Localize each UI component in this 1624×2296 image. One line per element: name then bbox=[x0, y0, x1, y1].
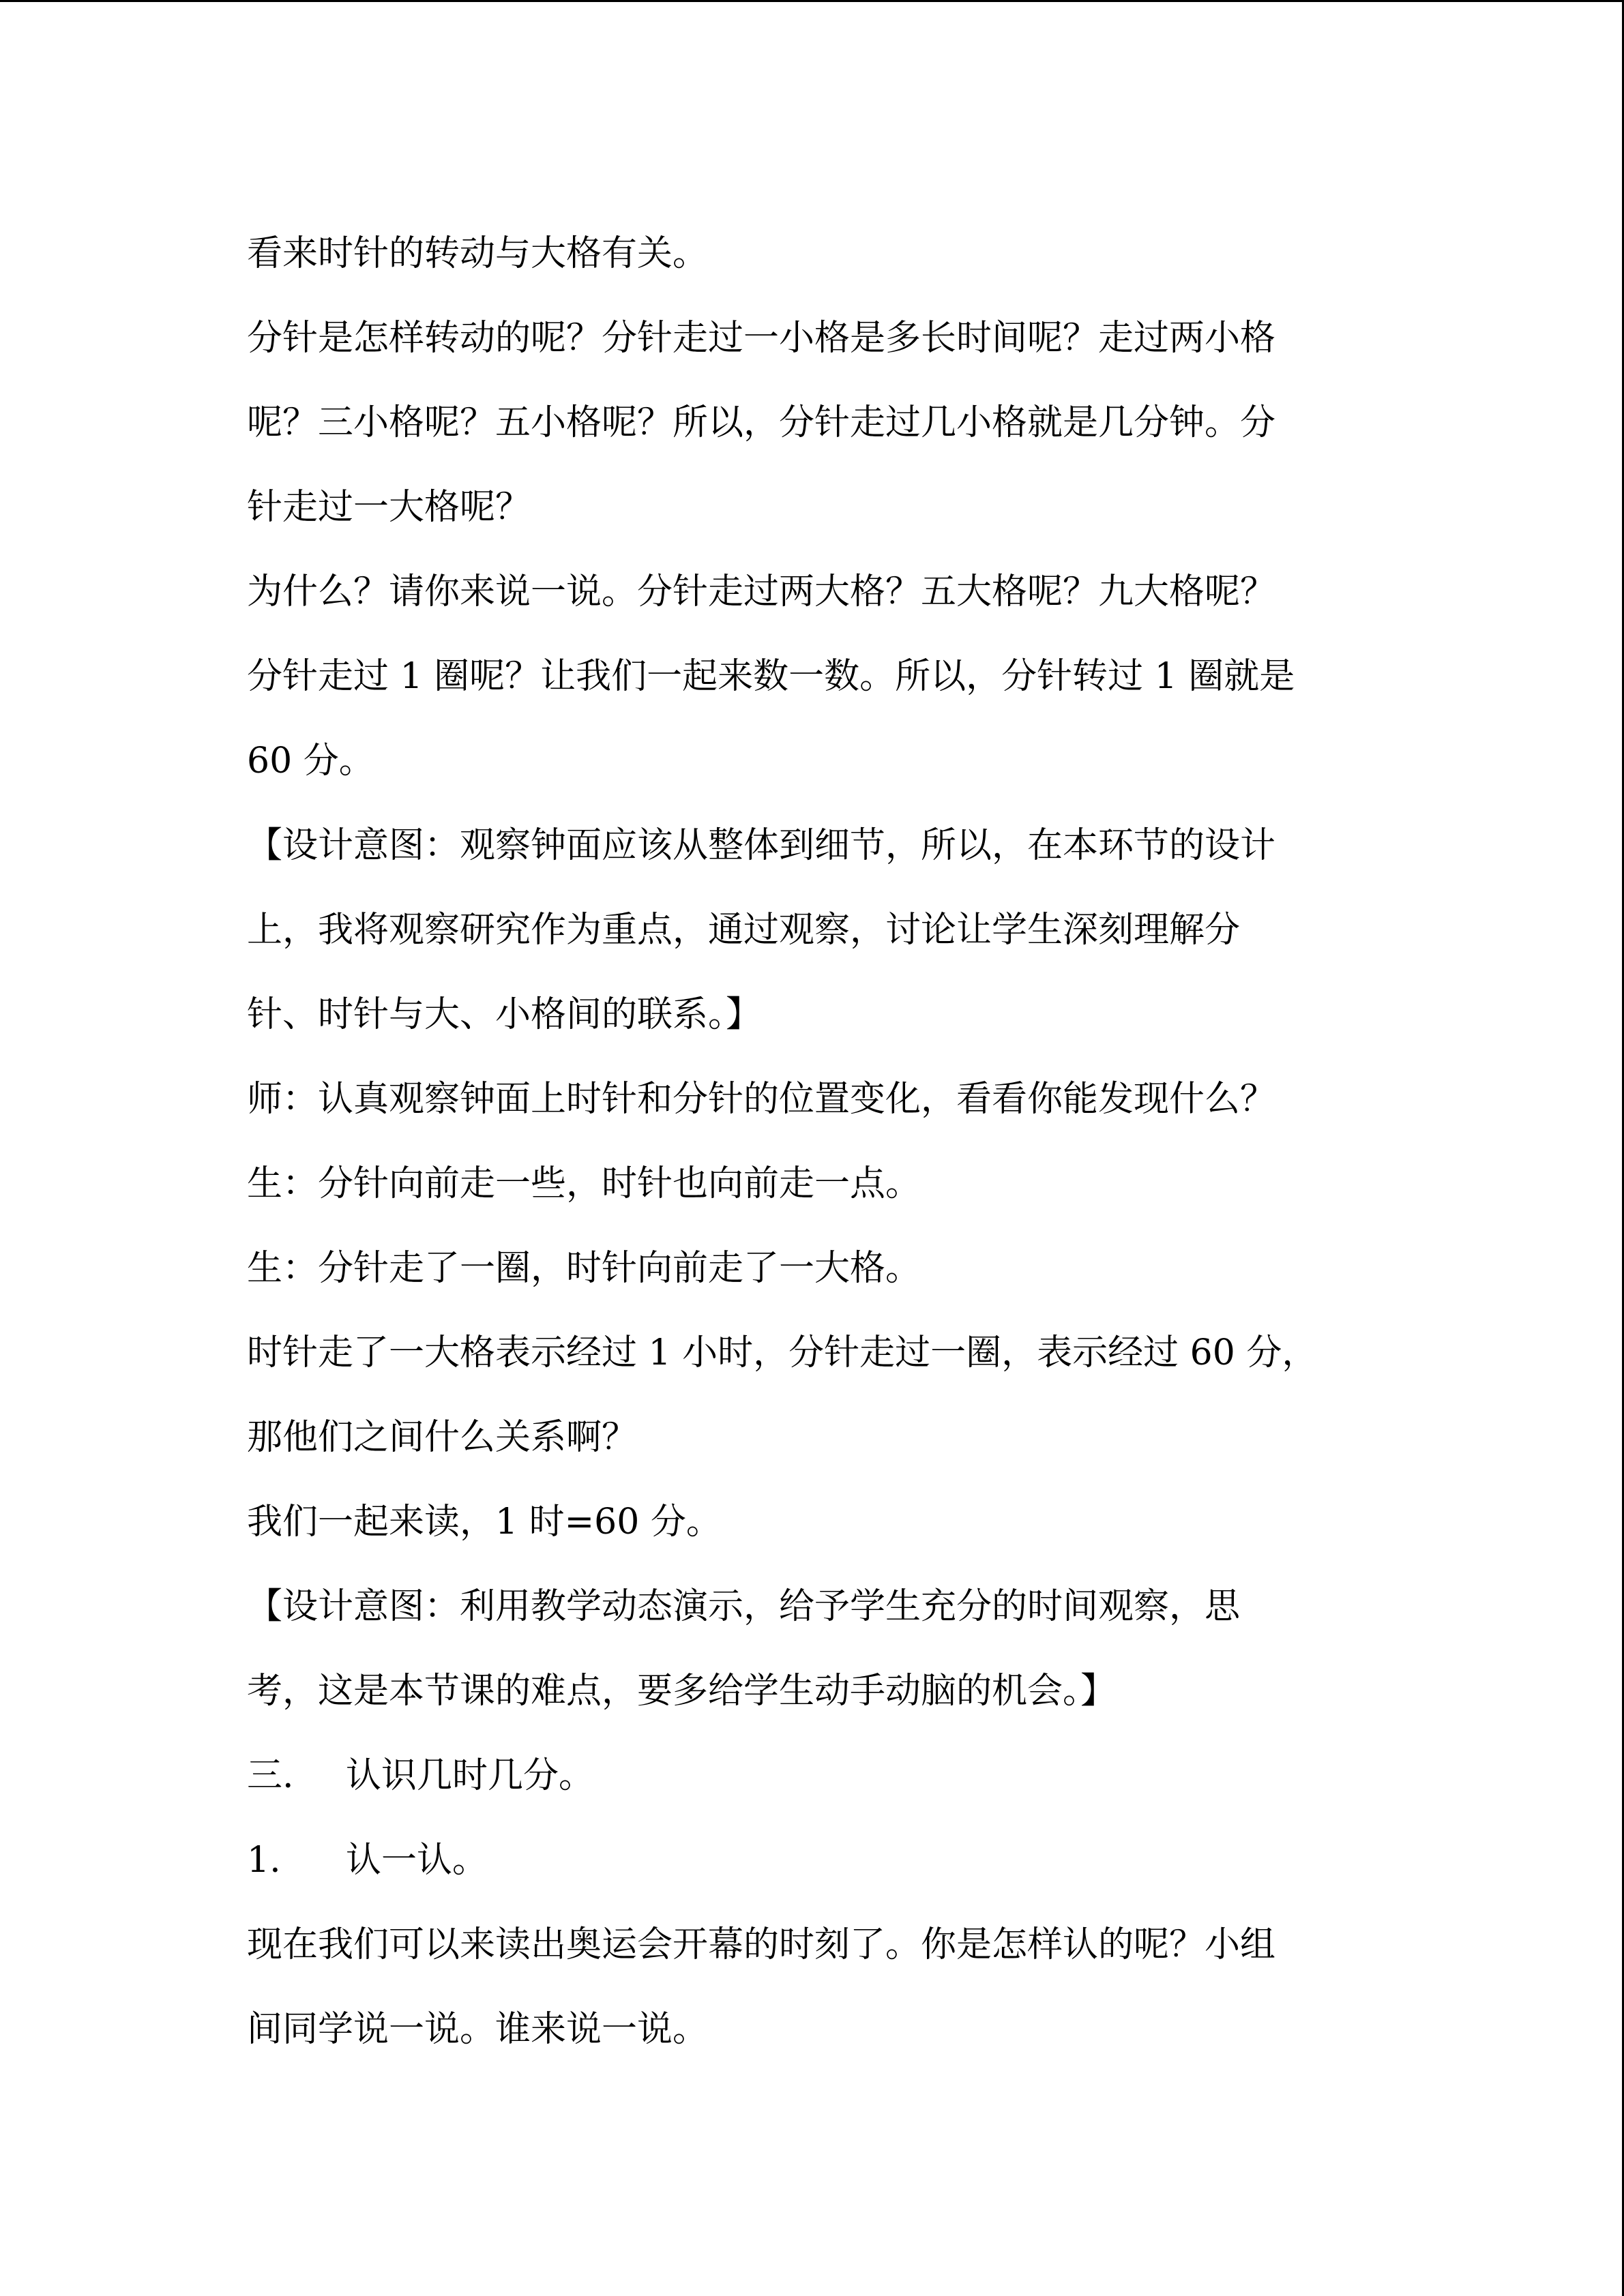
design-note-line: 针、时针与大、小格间的联系。】 bbox=[247, 994, 762, 1035]
teacher-line: 师：认真观察钟面上时针和分针的位置变化，看看你能发现什么？ bbox=[247, 1079, 1276, 1120]
list-item-title: 认一认。 bbox=[346, 1840, 488, 1881]
paragraph-line: 针走过一大格呢？ bbox=[247, 487, 531, 528]
page-top-border bbox=[0, 0, 1624, 2]
paragraph-line: 为什么？请你来说一说。分针走过两大格？五大格呢？九大格呢？ bbox=[247, 571, 1276, 612]
paragraph-line: 分针是怎样转动的呢？分针走过一小格是多长时间呢？走过两小格 bbox=[247, 318, 1276, 359]
paragraph-line: 时针走了一大格表示经过 1 小时，分针走过一圈，表示经过 60 分， bbox=[247, 1332, 1318, 1373]
paragraph-line: 间同学说一说。谁来说一说。 bbox=[247, 2009, 709, 2050]
paragraph-line: 那他们之间什么关系啊？ bbox=[247, 1417, 638, 1458]
list-item-heading bbox=[247, 1818, 1365, 1903]
section-marker: 三. bbox=[247, 1755, 294, 1796]
student-line: 生：分针向前走一些，时针也向前走一点。 bbox=[247, 1163, 921, 1204]
section-title: 认识几时几分。 bbox=[346, 1755, 595, 1796]
paragraph-line: 60 分。 bbox=[247, 741, 374, 781]
paragraph-line: 现在我们可以来读出奥运会开幕的时刻了。你是怎样认的呢？小组 bbox=[247, 1924, 1276, 1965]
document-body bbox=[247, 211, 1365, 2072]
paragraph-line: 呢？三小格呢？五小格呢？所以，分针走过几小格就是几分钟。分 bbox=[247, 402, 1276, 443]
section-heading bbox=[247, 1733, 1365, 1818]
paragraph-line: 我们一起来读，1 时=60 分。 bbox=[247, 1502, 722, 1542]
design-note-line: 【设计意图：观察钟面应该从整体到细节，所以，在本环节的设计 bbox=[247, 825, 1276, 866]
design-note-line: 考，这是本节课的难点，要多给学生动手动脑的机会。】 bbox=[247, 1671, 1117, 1712]
design-note-line: 上，我将观察研究作为重点，通过观察，讨论让学生深刻理解分 bbox=[247, 910, 1241, 951]
student-line: 生：分针走了一圈，时针向前走了一大格。 bbox=[247, 1248, 921, 1289]
list-marker: 1. bbox=[247, 1840, 281, 1881]
paragraph-line: 看来时针的转动与大格有关。 bbox=[247, 233, 709, 274]
paragraph-line: 分针走过 1 圈呢？让我们一起来数一数。所以，分针转过 1 圈就是 bbox=[247, 656, 1295, 697]
design-note-line: 【设计意图：利用教学动态演示，给予学生充分的时间观察，思 bbox=[247, 1586, 1241, 1627]
